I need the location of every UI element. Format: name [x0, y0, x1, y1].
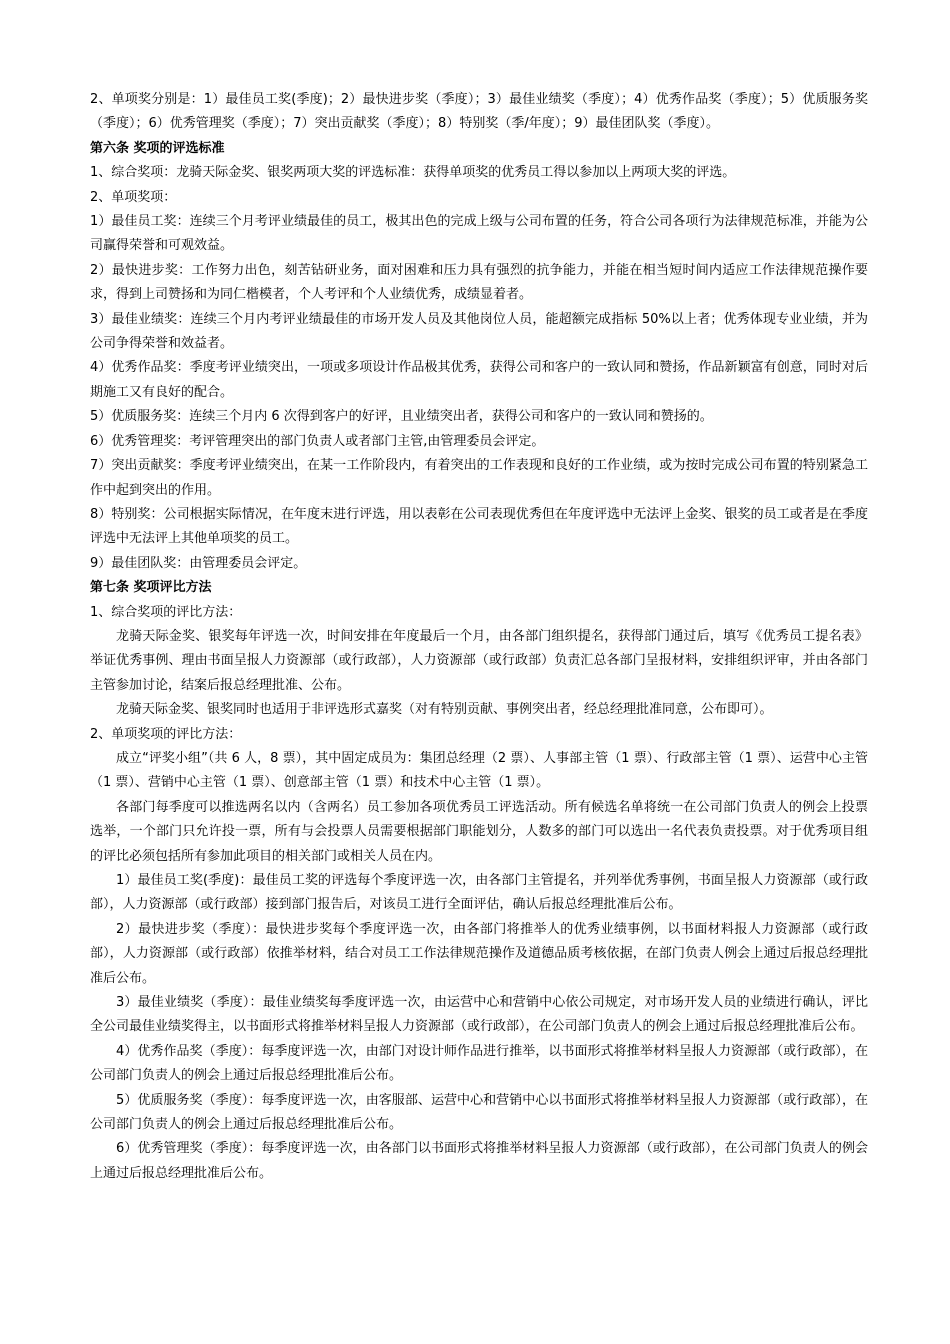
paragraph: 龙骑天际金奖、银奖每年评选一次，时间安排在年度最后一个月，由各部门组织提名，获得部门通过后，填写《优秀员工提名表》举证优秀事例、理由书面呈报人力资源部（或行政部），人力资源部（或行政部）负责汇总各部门呈报材料，安排组织评审，并由各部门主管参加讨论，结案后报总经理批准、公布。 — [90, 628, 868, 693]
paragraph: 6）优秀管理奖：考评管理突出的部门负责人或者部门主管,由管理委员会评定。 — [90, 433, 545, 449]
paragraph: 5）优质服务奖：连续三个月内 6 次得到客户的好评，且业绩突出者，获得公司和客户的一致认同和赞扬的。 — [90, 409, 713, 425]
paragraph: 1、综合奖项的评比方法： — [90, 604, 242, 620]
paragraph: 2、单项奖项的评比方法： — [90, 726, 242, 742]
paragraph: 9）最佳团队奖：由管理委员会评定。 — [90, 555, 307, 571]
paragraph: 4）优秀作品奖：季度考评业绩突出，一项或多项设计作品极其优秀，获得公司和客户的一致认同和赞扬，作品新颖富有创意，同时对后期施工又有良好的配合。 — [90, 360, 868, 400]
document-body — [90, 88, 868, 1186]
paragraph: 1）最佳员工奖：连续三个月考评业绩最佳的员工，极其出色的完成上级与公司布置的任务，符合公司各项行为法律规范标准，并能为公司赢得荣誉和可观效益。 — [90, 214, 868, 254]
paragraph: 1、综合奖项：龙骑天际金奖、银奖两项大奖的评选标准：获得单项奖的优秀员工得以参加以上两项大奖的评选。 — [90, 165, 736, 181]
paragraph: 龙骑天际金奖、银奖同时也适用于非评选形式嘉奖（对有特别贡献、事例突出者，经总经理批准同意，公布即可）。 — [116, 702, 773, 718]
paragraph: 7）突出贡献奖：季度考评业绩突出，在某一工作阶段内，有着突出的工作表现和良好的工作业绩，或为按时完成公司布置的特别紧急工作中起到突出的作用。 — [90, 458, 868, 498]
paragraph: 2）最快进步奖（季度）：最快进步奖每个季度评选一次，由各部门将推举人的优秀业绩事例，以书面材料报人力资源部（或行政部），人力资源部（或行政部）依推举材料，结合对员工工作法律规范操作及道德品质考核依据，在部门负责人例会上通过后报总经理批准后公布。 — [90, 921, 868, 986]
section-heading: 第六条 奖项的评选标准 — [90, 140, 225, 156]
paragraph: 1）最佳员工奖(季度)：最佳员工奖的评选每个季度评选一次，由各部门主管提名，并列举优秀事例，书面呈报人力资源部（或行政部），人力资源部（或行政部）接到部门报告后，对该员工进行全面评估，确认后报总经理批准后公布。 — [90, 873, 868, 913]
paragraph: 2、单项奖项： — [90, 189, 177, 205]
paragraph: 8）特别奖：公司根据实际情况，在年度末进行评选，用以表彰在公司表现优秀但在年度评选中无法评上金奖、银奖的员工或者是在季度评选中无法评上其他单项奖的员工。 — [90, 506, 868, 547]
paragraph: 3）最佳业绩奖：连续三个月内考评业绩最佳的市场开发人员及其他岗位人员，能超额完成指标 50%以上者；优秀体现专业业绩，并为公司争得荣誉和效益者。 — [90, 311, 868, 352]
paragraph: 2）最快进步奖：工作努力出色，刻苦钻研业务，面对困难和压力具有强烈的抗争能力，并能在相当短时间内适应工作法律规范操作要求，得到上司赞扬和为同仁楷模者，个人考评和个人业绩优秀，成绩显着者。 — [90, 262, 868, 303]
paragraph: 各部门每季度可以推选两名以内（含两名）员工参加各项优秀员工评选活动。所有候选名单将统一在公司部门负责人的例会上投票选举，一个部门只允许投一票，所有与会投票人员需要根据部门职能划分，人数多的部门可以选出一名代表负责投票。对于优秀项目组的评比必须包括所有参加此项目的相关部门或相关人员在内。 — [90, 799, 868, 864]
paragraph: 3）最佳业绩奖（季度）：最佳业绩奖每季度评选一次，由运营中心和营销中心依公司规定，对市场开发人员的业绩进行确认，评比全公司最佳业绩奖得主，以书面形式将推举材料呈报人力资源部（或行政部），在公司部门负责人的例会上通过后报总经理批准后公布。 — [90, 995, 868, 1035]
paragraph: 2、单项奖分别是：1）最佳员工奖(季度)；2）最快进步奖（季度）；3）最佳业绩奖（季度）；4）优秀作品奖（季度）；5）优质服务奖（季度）；6）优秀管理奖（季度）；7）突出贡献奖（季度）；8）特别奖（季/年度）；9）最佳团队奖（季度）。 — [90, 92, 868, 132]
paragraph: 5）优质服务奖（季度）：每季度评选一次，由客服部、运营中心和营销中心以书面形式将推举材料呈报人力资源部（或行政部），在公司部门负责人的例会上通过后报总经理批准后公布。 — [90, 1092, 868, 1133]
section-heading: 第七条 奖项评比方法 — [90, 580, 212, 596]
paragraph: 6）优秀管理奖（季度）：每季度评选一次，由各部门以书面形式将推举材料呈报人力资源部（或行政部），在公司部门负责人的例会上通过后报总经理批准后公布。 — [90, 1141, 868, 1181]
paragraph: 成立“评奖小组”（共 6 人，8 票），其中固定成员为：集团总经理（2 票）、人事部主管（1 票）、行政部主管（1 票）、运营中心主管（1 票）、营销中心主管（1 票）、创意部主管（1 票）和技术中心主管（1 票）。 — [90, 750, 868, 791]
paragraph: 4）优秀作品奖（季度）：每季度评选一次，由部门对设计师作品进行推举，以书面形式将推举材料呈报人力资源部（或行政部），在公司部门负责人的例会上通过后报总经理批准后公布。 — [90, 1043, 868, 1084]
